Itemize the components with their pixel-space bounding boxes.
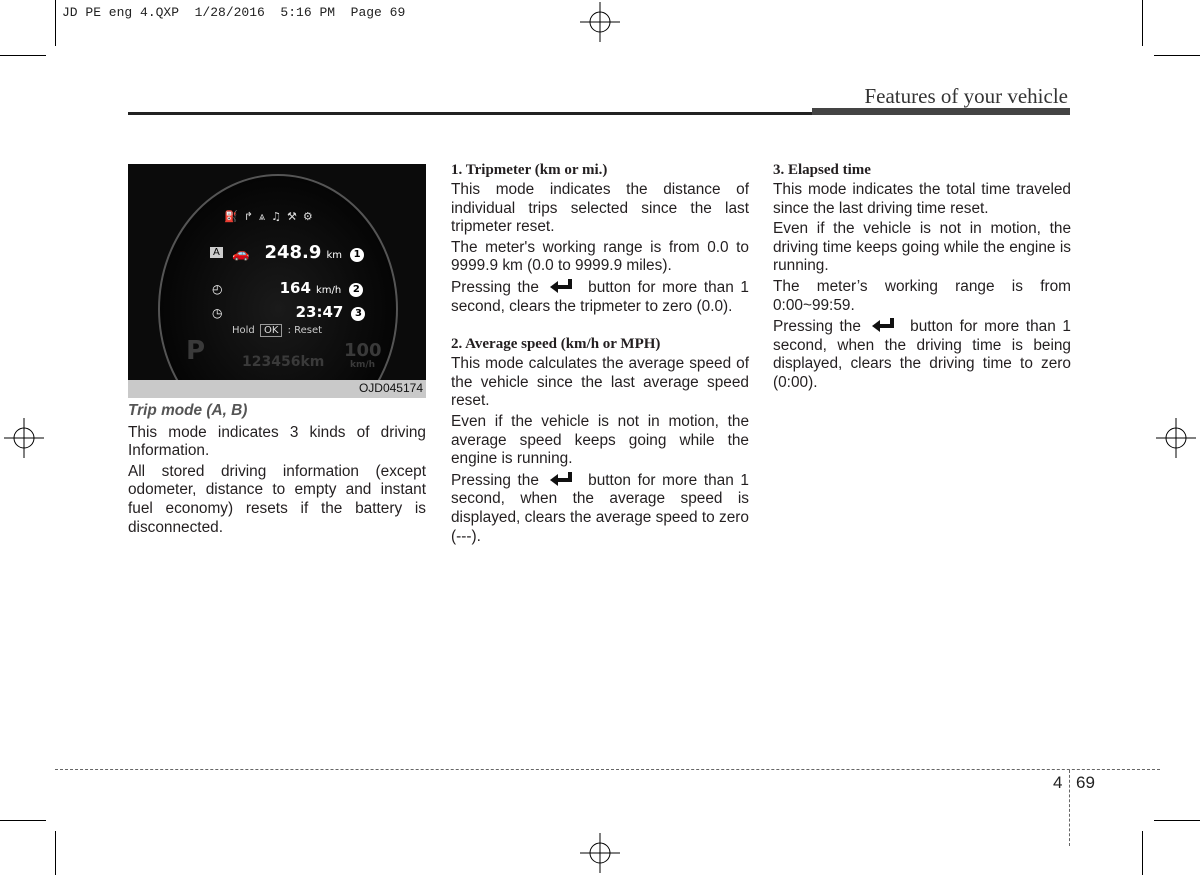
paragraph: All stored driving information (except odometer, distance to empty and instant fuel economy) resets if the battery is disconnected.: [128, 462, 426, 536]
page-number: 69: [1076, 773, 1095, 792]
hold-reset-hint: [232, 324, 322, 337]
speed-unit-faint: km/h: [350, 360, 376, 370]
paragraph-text: Pressing the: [451, 471, 539, 489]
footer-rule: [55, 769, 1160, 770]
figure-code: OJD045174: [358, 381, 423, 395]
ok-key-label: OK: [260, 324, 282, 337]
paragraph-text: Pressing the: [451, 278, 539, 296]
paragraph: This mode calculates the average speed of the vehicle since the last average speed reset.: [451, 355, 749, 410]
registration-mark-icon: [580, 2, 620, 42]
chapter-number: 4: [1053, 773, 1063, 792]
music-icon: ♫: [271, 210, 288, 223]
crop-mark: [0, 55, 46, 56]
crop-mark: [1142, 0, 1143, 46]
column-1: [128, 402, 426, 539]
column-3: [773, 161, 1071, 395]
figure-code-bar: [128, 380, 426, 398]
paragraph: The meter’s working range is from 0:00~99:59.: [773, 277, 1071, 314]
average-speed-row: [212, 278, 363, 297]
registration-mark-icon: [580, 833, 620, 873]
reset-label: : Reset: [287, 325, 323, 336]
wrench-icon: ⚒: [287, 210, 303, 223]
crop-mark: [1154, 55, 1200, 56]
paragraph-text: button for more than 1 second, when the driving time is being displayed, clears the driving time to zero (0:00).: [773, 318, 1071, 391]
paragraph: The meter's working range is from 0.0 to 9999.9 km (0.0 to 9999.9 miles).: [451, 238, 749, 275]
average-speed-heading: 2. Average speed (km/h or MPH): [451, 336, 661, 353]
paragraph-text: Pressing the: [773, 318, 861, 336]
clock-icon: ◷: [212, 306, 223, 320]
hold-label: Hold: [232, 325, 255, 336]
footer-divider: [1069, 770, 1070, 846]
crop-mark: [55, 831, 56, 875]
header-rule-accent: [812, 108, 1070, 115]
paragraph-text: button for more than 1 second, when the average speed is displayed, clears the average speed to zero (---).: [451, 471, 749, 545]
paragraph: Even if the vehicle is not in motion, the driving time keeps going while the engine is running.: [773, 220, 1071, 275]
average-speed-value: 164: [279, 279, 311, 297]
paragraph: [451, 471, 749, 546]
road-icon: ⩓: [258, 210, 272, 223]
callout-badge-1: 1: [350, 248, 364, 262]
car-icon: 🚗: [231, 246, 250, 262]
paragraph: This mode indicates 3 kinds of driving Information.: [128, 423, 426, 460]
trip-distance-unit: km: [326, 250, 343, 261]
paragraph: This mode indicates the total time traveled since the last driving time reset.: [773, 181, 1071, 217]
callout-badge-2: 2: [349, 283, 363, 297]
crop-mark: [1142, 831, 1143, 875]
registration-mark-icon: [1156, 418, 1196, 458]
trip-distance-value: 248.9: [264, 242, 322, 263]
paragraph: This mode indicates the distance of individual trips selected since the last tripmeter reset.: [451, 181, 749, 236]
fuel-icon: ⛽: [224, 210, 244, 223]
paragraph-text: button for more than 1 second, clears the tripmeter to zero (0.0).: [451, 278, 749, 315]
elapsed-time-row: [212, 302, 365, 321]
elapsed-time-heading: 3. Elapsed time: [773, 162, 871, 178]
paragraph: [451, 278, 749, 316]
tripmeter-heading: 1. Tripmeter (km or mi.): [451, 162, 608, 178]
callout-badge-3: 3: [351, 307, 365, 321]
trip-mode-heading: Trip mode (A, B): [128, 402, 248, 419]
crop-mark: [0, 820, 46, 821]
paragraph: [773, 317, 1071, 392]
registration-mark-icon: [4, 418, 44, 458]
trip-letter-badge: A: [210, 247, 223, 258]
elapsed-time-value: 23:47: [295, 303, 344, 321]
column-2: [451, 161, 749, 548]
enter-button-icon: [868, 317, 904, 333]
gear-indicator-faint: P: [186, 336, 206, 366]
paragraph: Even if the vehicle is not in motion, the average speed keeps going while the engine is running.: [451, 412, 749, 468]
section-header-title: Features of your vehicle: [864, 84, 1068, 108]
navigation-arrow-icon: ↱: [243, 210, 259, 223]
speedometer-icon: ◴: [212, 282, 223, 296]
crop-mark: [1154, 820, 1200, 821]
crop-mark: [55, 0, 56, 46]
print-slug: JD PE eng 4.QXP 1/28/2016 5:16 PM Page 69: [62, 5, 406, 20]
average-speed-unit: km/h: [315, 285, 342, 296]
odometer-faint: 123456km: [242, 354, 325, 370]
gear-icon: ⚙: [302, 210, 319, 223]
enter-button-icon: [546, 278, 582, 294]
cluster-display-figure: [128, 164, 426, 398]
enter-button-icon: [546, 471, 582, 487]
menu-icons-row: [224, 210, 319, 224]
trip-distance-row: [210, 242, 364, 263]
speed-faint: 100: [344, 340, 382, 361]
